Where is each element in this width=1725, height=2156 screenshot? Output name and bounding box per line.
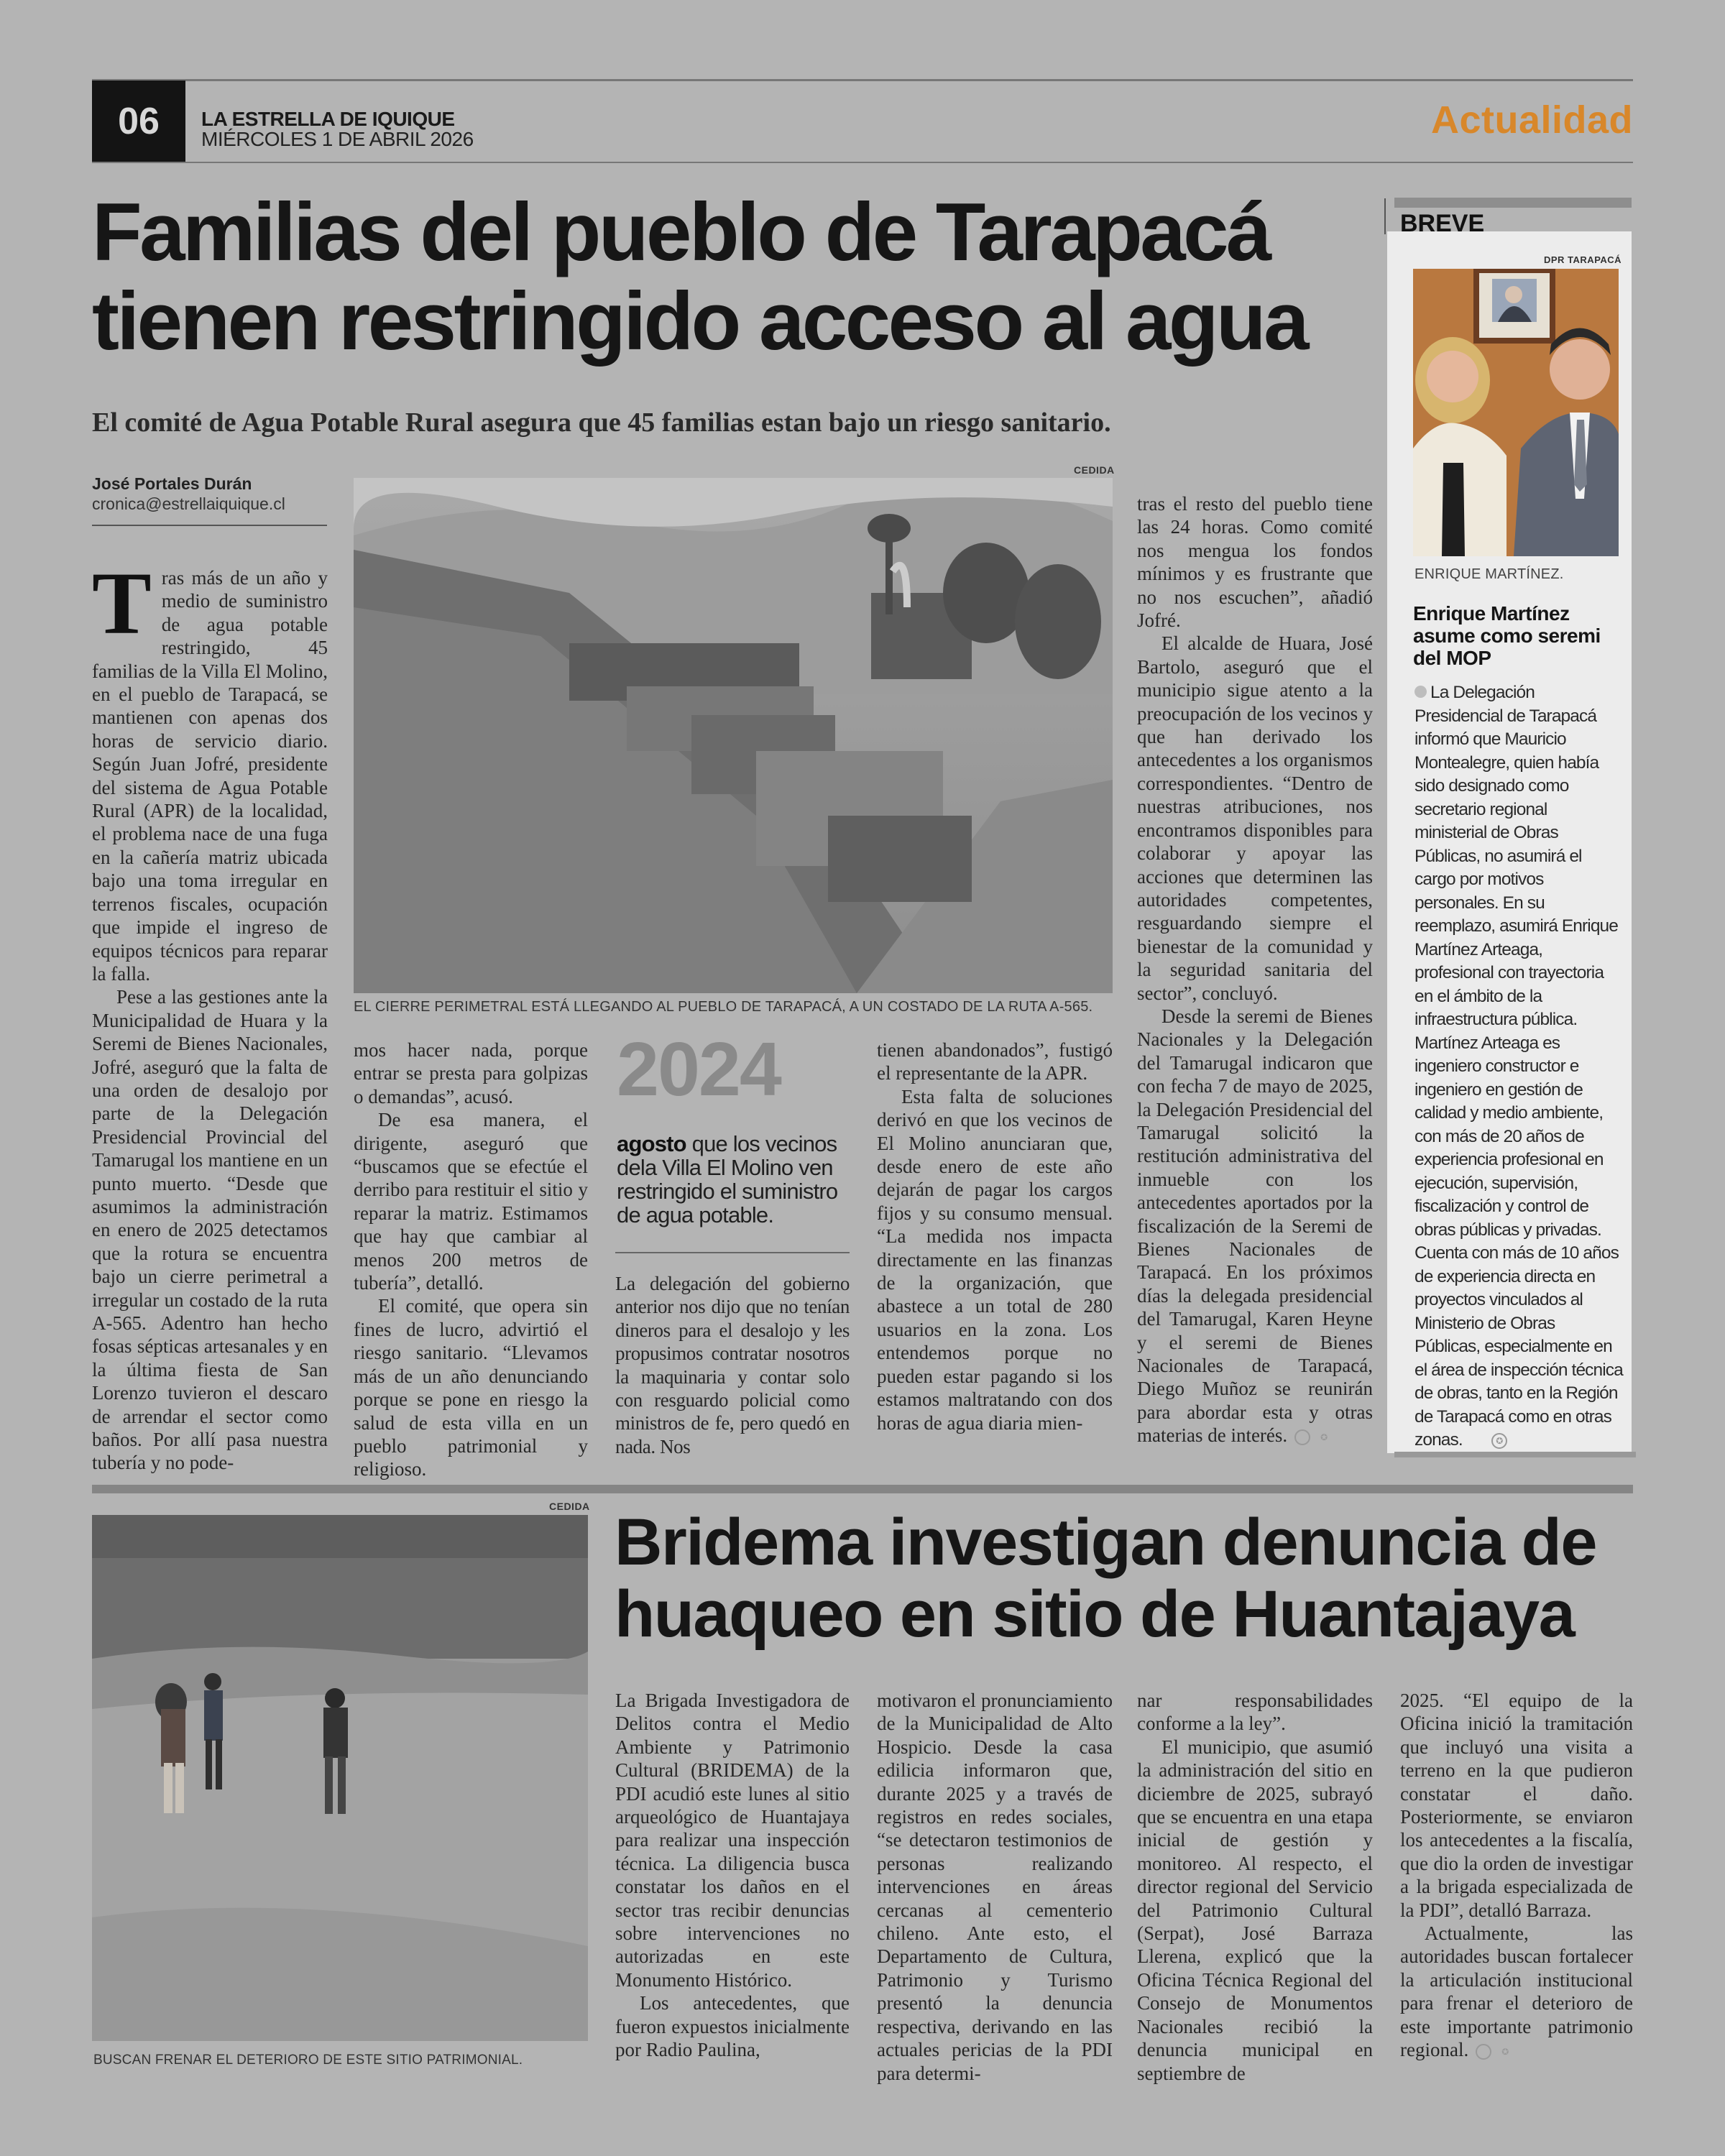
factoid-bold: agosto	[617, 1131, 686, 1156]
main-column-2	[354, 1038, 588, 1481]
second-column-2	[877, 1689, 1113, 2085]
drop-cap: T	[92, 554, 152, 653]
end-mark-icon: ✪	[1491, 1433, 1507, 1449]
desert-photo-illustration	[92, 1515, 588, 2041]
sidebar-title: Enrique Martínez asume como seremi del MOP	[1413, 602, 1601, 669]
second-photo-caption: BUSCAN FRENAR EL DETERIORO DE ESTE SITIO PATRIMONIAL.	[93, 2053, 523, 2068]
village-photo-illustration	[354, 478, 1113, 993]
main-headline-line1: Familias del pueblo de Tarapacá	[92, 187, 1269, 278]
portrait-photo-illustration	[1413, 269, 1619, 556]
section-divider	[92, 1485, 1633, 1493]
paragraph: Desde la seremi de Bienes Nacionales y la Delegación del Tamarugal indicaron que con fecha 7 de mayo de 2025, la Delegación Presidencial del Tamarugal solicitó la restitución administrativa del inmueble con los antecedentes aportados por la fiscalización de la Seremi de Bienes Nacionales de Tarapacá. En los próximos días la delegada presidencial del Tamarugal, Karen Heyne y el seremi de Bienes Nacionales de Tarapacá, Diego Muñoz se reunirán para abordar esta y otras materias de interés. ✪	[1137, 1005, 1373, 1447]
sidebar-divider	[1384, 198, 1386, 234]
paragraph: tienen abandonados”, fustigó el representante de la APR.	[877, 1039, 1113, 1084]
paragraph: Actualmente, las autoridades buscan fortalecer la articulación institucional para frenar el deterioro de este importante patrimonio regional. ✪	[1400, 1922, 1633, 2061]
paragraph: El alcalde de Huara, José Bartolo, aseguró que el municipio sigue atento a la preocupación de los vecinos y que han derivado los antecedentes a los organismos correspondientes. “Dentro de nuestras atribuciones, nos encontramos disponibles para colaborar y apoyar las acciones que determinen las autoridades competentes, resguardando siempre el bienestar de la comunidad y la seguridad sanitaria del sector”, concluyó.	[1137, 632, 1373, 1004]
paragraph: Martínez Arteaga es ingeniero constructor e ingeniero en gestión de calidad y medio ambiente, con más de 20 años de experiencia profesional en ejecución, supervisión, fiscalización y control de obras públicas y privadas. Cuenta con más de 10 años de experiencia directa en proyectos vinculados al Ministerio de Obras Públicas, especialmente en el área de inspección técnica de obras, tanto en la Región de Tarapacá como en otras zonas. ✪	[1414, 1033, 1623, 1450]
factoid-year: 2024	[617, 1027, 781, 1112]
second-photo	[92, 1515, 588, 2041]
paragraph: La delegación del gobierno anterior nos dijo que no tenían dineros para el desalojo y les propusimos contratar nosotros la maquinaria y contar solo con resguardo policial como ministros de fe, pero quedó en nada. Nos	[615, 1273, 850, 1457]
paragraph: 2025. “El equipo de la Oficina inició la tramitación que incluyó una visita a terreno en la que pudieron constatar el daño. Posteriormente, se enviaron los antecedentes a la fiscalía, que dio la orden de investigar a la brigada especializada de la PDI”, detalló Barraza.	[1400, 1690, 1633, 1921]
author-email: cronica@estrellaiquique.cl	[92, 494, 285, 513]
main-column-1	[92, 554, 328, 1475]
author-name: José Portales Durán	[92, 474, 252, 493]
paragraph: Tras más de un año y medio de suministro de agua potable restringido, 45 familias de la Villa El Molino, en el pueblo de Tarapacá, se mantienen con apenas dos horas de servicio diario. Según Juan Jofré, presidente del sistema de Agua Potable Rural (APR) de la localidad, el problema nace de una fuga en la cañería matriz ubicada bajo una toma irregular en terrenos fiscales, ocupación que impide el ingreso de equipos técnicos para reparar la falla.	[92, 554, 328, 985]
main-column-4	[877, 1038, 1113, 1434]
bullet-icon	[1414, 686, 1427, 698]
issue-date: MIÉRCOLES 1 DE ABRIL 2026	[201, 128, 474, 150]
second-column-3	[1137, 1689, 1373, 2085]
paragraph: El comité, que opera sin fines de lucro, advirtió el riesgo sanitario. “Llevamos más de un año denunciando porque se pone en riesgo la salud de esta villa en un pueblo patrimonial y religioso.	[354, 1295, 588, 1480]
sidebar-body	[1414, 681, 1623, 1452]
page-number: 06	[92, 80, 185, 162]
second-headline	[615, 1506, 1642, 1650]
main-headline-line2: tienen restringido acceso al agua	[92, 276, 1307, 367]
top-rule	[92, 79, 1633, 81]
main-subhead: El comité de Agua Potable Rural asegura que 45 familias estan bajo un riesgo sanitario.	[92, 407, 1111, 438]
factoid-text	[617, 1132, 854, 1227]
second-column-4	[1400, 1689, 1633, 2062]
second-headline-line2: huaqueo en sitio de Huantajaya	[615, 1577, 1575, 1651]
paragraph: tras el resto del pueblo tiene las 24 horas. Como comité nos mengua los fondos mínimos y es frustrante que no nos escuchen”, añadió Jofré.	[1137, 493, 1373, 632]
second-column-1	[615, 1689, 850, 2062]
second-headline-line1: Bridema investigan denuncia de	[615, 1506, 1597, 1579]
sidebar-top-bar	[1394, 198, 1632, 208]
main-headline	[92, 188, 1371, 367]
byline-rule	[92, 525, 327, 526]
factoid-rule	[615, 1252, 850, 1253]
paragraph: La Delegación Presidencial de Tarapacá informó que Mauricio Montealegre, quien había sido designado como secretario regional ministerial de Obras Públicas, no asumirá el cargo por motivos personales. En su reemplazo, asumirá Enrique Martínez Arteaga, profesional con trayectoria en el ámbito de la infraestructura pública.	[1414, 683, 1618, 1029]
main-photo-credit: CEDIDA	[1074, 464, 1115, 476]
main-photo-caption: EL CIERRE PERIMETRAL ESTÁ LLEGANDO AL PUEBLO DE TARAPACÁ, A UN COSTADO DE LA RUTA A-565.	[354, 999, 1093, 1015]
paragraph: Esta falta de soluciones derivó en que los vecinos de El Molino anunciaran que, desde enero de este año dejarán de pagar los cargos fijos y su consumo mensual. “La medida nos impacta directamente en las finanzas de la organización, que abastece a un total de 280 usuarios en la zona. Los entendemos porque no pueden estar pagando si los estamos maltratando con dos horas de agua diaria mien-	[877, 1085, 1113, 1434]
paragraph: motivaron el pronunciamiento de la Municipalidad de Alto Hospicio. Desde la casa edilicia informaron que, durante 2025 y a través de registros en redes sociales, “se detectaron testimonios de personas realizando intervenciones en áreas cercanas al cementerio chileno. Ante esto, el Departamento de Cultura, Patrimonio y Turismo presentó la denuncia respectiva, derivando en las actuales pericias de la PDI para determi-	[877, 1690, 1113, 2084]
header-bottom-rule	[92, 162, 1633, 163]
main-photo	[354, 478, 1113, 993]
paragraph: mos hacer nada, porque entrar se presta para golpizas o demandas”, acusó.	[354, 1039, 588, 1107]
main-column-5	[1137, 492, 1373, 1447]
sidebar-bottom-shadow	[1394, 1452, 1636, 1457]
main-column-3	[615, 1272, 850, 1458]
sidebar-photo-credit: DPR TARAPACÁ	[1544, 254, 1622, 265]
sidebar-photo-caption: ENRIQUE MARTÍNEZ.	[1414, 566, 1564, 582]
second-photo-credit: CEDIDA	[549, 1501, 590, 1512]
paragraph: El municipio, que asumió la administración del sitio en diciembre de 2025, subrayó que se encuentra en una etapa inicial de gestión y monitoreo. Al respecto, el director regional del Servicio del Patrimonio Cultural (Serpat), José Barraza Llerena, explicó que la Oficina Técnica Regional del Consejo de Monumentos Nacionales recibió la denuncia municipal en septiembre de	[1137, 1736, 1373, 2084]
section-label: Actualidad	[1430, 98, 1633, 142]
paragraph: La Brigada Investigadora de Delitos contra el Medio Ambiente y Patrimonio Cultural (BRIDEMA) de la PDI acudió este lunes al sitio arqueológico de Huantajaya para realizar una inspección técnica. La diligencia busca constatar los daños en el sector tras recibir denuncias sobre intervenciones no autorizadas en este Monumento Histórico.	[615, 1690, 850, 1991]
sidebar-label: BREVE	[1400, 210, 1485, 237]
end-mark-icon: ✪	[1476, 2044, 1491, 2060]
sidebar-photo	[1413, 269, 1619, 556]
end-mark-icon: ✪	[1294, 1429, 1310, 1445]
paragraph: Pese a las gestiones ante la Municipalidad de Huara y la Seremi de Bienes Nacionales, Jofré, aseguró que la falta de una orden de desalojo por parte de la Delegación Presidencial Provincial del Tamarugal los mantiene en un punto muerto. “Desde que asumimos la administración en enero de 2025 detectamos que la rotura se encuentra bajo un cierre perimetral a irregular un costado de la ruta A-565. Adentro han hecho fosas sépticas artesanales y en la última fiesta de San Lorenzo tuvieron el descaro de arrendar el sector como baños. Por allí pasa nuestra tubería y no pode-	[92, 986, 328, 1474]
newspaper-name: LA ESTRELLA DE IQUIQUE	[201, 108, 455, 130]
paragraph: De esa manera, el dirigente, aseguró que “buscamos que se efectúe el derribo para restituir el sitio y reparar la matriz. Estimamos que hay que cambiar al menos 200 metros de tubería”, detalló.	[354, 1109, 588, 1294]
factoid-body: que los vecinos dela Villa El Molino ven restringido el suministro de agua potable.	[617, 1131, 838, 1227]
paragraph: Los antecedentes, que fueron expuestos inicialmente por Radio Paulina,	[615, 1992, 850, 2061]
paragraph: nar responsabilidades conforme a la ley”.	[1137, 1690, 1373, 1735]
